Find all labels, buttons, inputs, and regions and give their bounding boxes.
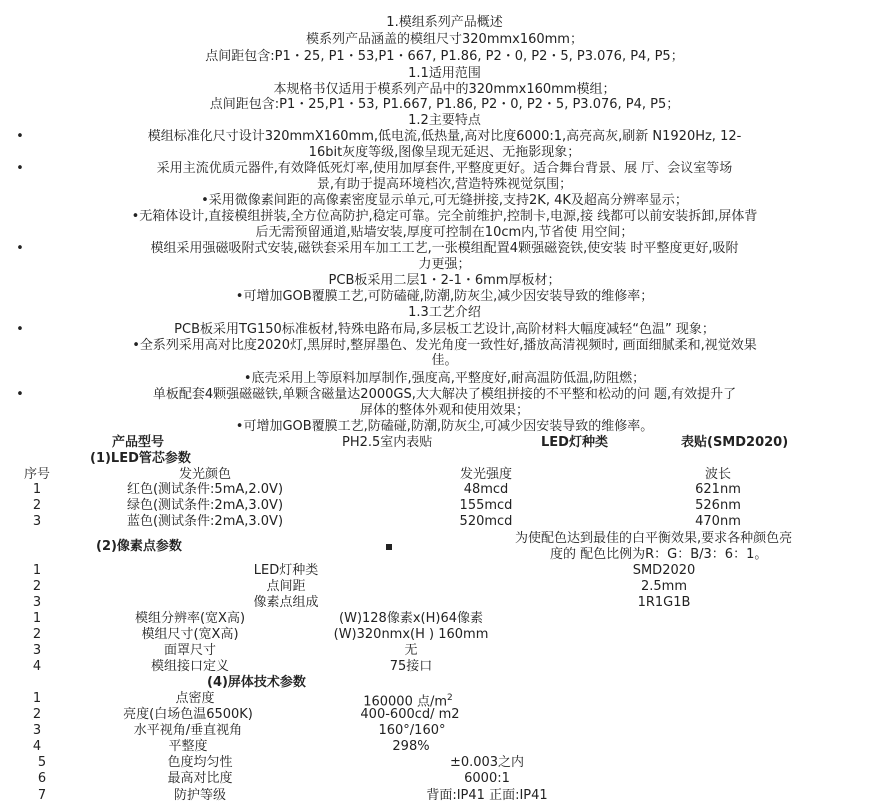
process-line: 单板配套4颗强磁磁铁,单颗含磁量达2000GS,大大解决了模组拼接的不平整和松动的问 题,有效提升了 xyxy=(152,387,737,402)
table-cell: 1R1G1B xyxy=(637,595,691,610)
led-type-value: 表贴(SMD2020) xyxy=(681,435,789,450)
table-cell: 3 xyxy=(32,643,42,658)
table-cell: (W)128像素x(H)64像素 xyxy=(339,611,483,626)
process-heading: 1.3工艺介绍 xyxy=(408,305,481,320)
table-cell: 无 xyxy=(404,643,418,658)
table-cell: LED灯种类 xyxy=(253,563,319,578)
table-cell: 520mcd xyxy=(459,514,513,529)
table-cell: 点密度 xyxy=(175,691,215,706)
scope-heading: 1.1适用范围 xyxy=(408,66,481,81)
table-cell: 红色(测试条件:5mA,2.0V) xyxy=(126,482,284,497)
table-cell: ±0.003之内 xyxy=(449,755,525,770)
process-line: •全系列采用高对比度2020灯,黑屏时,整屏墨色、发光角度一致性好,播放高清视频时, 画面细腻柔和,视觉效果 xyxy=(132,338,757,353)
feature-line: PCB板采用二层1・2-1・6mm厚板材； xyxy=(328,273,561,288)
table-cell: 防护等级 xyxy=(173,788,227,803)
table-cell: 470nm xyxy=(695,514,741,529)
feature-line: 采用主流优质元器件,有效降低死灯率,使用加厚套件,平整度更好。适合舞台背景、展 厅、会议室等场 xyxy=(156,161,733,176)
table-cell: 3 xyxy=(32,723,42,738)
table-cell: 621nm xyxy=(695,482,741,497)
table-cell: 2 xyxy=(32,579,42,594)
model-value: PH2.5室内表贴 xyxy=(342,435,433,450)
col-header: 序号 xyxy=(23,467,51,482)
table-cell: 6 xyxy=(37,771,47,786)
table-cell: 526nm xyxy=(695,498,741,513)
pixel-section-title: (2)像素点参数 xyxy=(96,539,182,554)
bullet: • xyxy=(16,129,24,144)
process-line: •可增加GOB覆膜工艺,防磕碰,防潮,防灰尘,可减少因安装导致的维修率。 xyxy=(235,419,654,434)
table-cell: 298% xyxy=(392,739,430,754)
table-cell: 4 xyxy=(32,739,42,754)
table-cell: 3 xyxy=(32,595,42,610)
table-cell: 1 xyxy=(32,691,42,706)
scope-text: 本规格书仅适用于模系列产品中的320mmx160mm模组； xyxy=(273,82,616,97)
table-cell: 7 xyxy=(37,788,47,803)
feature-line: 力更强； xyxy=(418,257,471,272)
col-header: 波长 xyxy=(704,467,732,482)
table-cell: 像素点组成 xyxy=(253,595,319,610)
table-cell: 2.5mm xyxy=(640,579,688,594)
feature-line: 模组标准化尺寸设计320mmX160mm,低电流,低热量,高对比度6000:1,高亮高灰,刷新 N1920Hz, 12- xyxy=(147,129,742,144)
table-cell: 2 xyxy=(32,707,42,722)
table-cell: 2 xyxy=(32,627,42,642)
table-cell: SMD2020 xyxy=(632,563,696,578)
features-heading: 1.2主要特点 xyxy=(408,113,481,128)
process-line: •底壳采用上等原料加厚制作,强度高,平整度好,耐高温防低温,防阻燃； xyxy=(243,371,646,386)
feature-line: •无箱体设计,直接模组拼装,全方位高防护,稳定可靠。完全前维护,控制卡,电源,接 线都可以前安装拆卸,屏体背 xyxy=(131,209,758,224)
table-cell: 背面:IP41 正面:IP41 xyxy=(426,788,548,803)
led-section-title: (1)LED管芯参数 xyxy=(90,451,191,466)
feature-line: 后无需预留通道,贴墙安装,厚度可控制在10cm内,节省使 用空间； xyxy=(255,225,634,240)
feature-line: •可增加GOB覆膜工艺,可防磕碰,防潮,防灰尘,减少因安装导致的维修率； xyxy=(235,289,654,304)
pitch-text: 点间距包含:P1・25, P1・53,P1・667, P1.86, P2・0, P2・5, P3.076, P4, P5； xyxy=(205,49,684,64)
table-cell: 6000:1 xyxy=(464,771,510,786)
section-heading: 1.模组系列产品概述 xyxy=(386,15,503,30)
feature-line: 16bit灰度等级,图像呈现无延迟、无拖影现象； xyxy=(308,145,581,160)
process-line: 佳。 xyxy=(431,353,458,368)
table-cell: 5 xyxy=(37,755,47,770)
table-cell: 色度均匀性 xyxy=(167,755,233,770)
table-cell: 1 xyxy=(32,611,42,626)
table-cell: 75接口 xyxy=(389,659,433,674)
table-cell: 155mcd xyxy=(459,498,513,513)
screen-section-title: (4)屏体技术参数 xyxy=(207,675,306,690)
table-cell: 160°/160° xyxy=(378,723,446,738)
square-bullet-icon xyxy=(386,544,392,550)
model-label: 产品型号 xyxy=(112,435,165,450)
table-cell: 模组接口定义 xyxy=(150,659,230,674)
col-header: 发光强度 xyxy=(459,467,513,482)
table-cell: 绿色(测试条件:2mA,3.0V) xyxy=(126,498,284,513)
feature-line: 模组采用强磁吸附式安装,磁铁套采用车加工工艺,一张模组配置4颗强磁瓷铁,使安装 时平整度更好,吸附 xyxy=(150,241,739,256)
table-cell: 3 xyxy=(32,514,42,529)
table-cell: 48mcd xyxy=(463,482,509,497)
scope-pitch-text: 点间距包含:P1・25,P1・53, P1.667, P1.86, P2・0, P2・5, P3.076, P4, P5； xyxy=(209,97,680,112)
table-cell: 水平视角/垂直视角 xyxy=(133,723,243,738)
superscript: 2 xyxy=(447,693,453,703)
col-header: 发光颜色 xyxy=(178,467,232,482)
feature-line: 景,有助于提高环境档次,营造特殊视觉氛围； xyxy=(316,177,573,192)
process-line: PCB板采用TG150标准板材,特殊电路布局,多层板工艺设计,高阶材料大幅度减轻“色温” 现象； xyxy=(174,322,715,337)
sizes-text: 模系列产品涵盖的模组尺寸320mmx160mm； xyxy=(306,32,583,47)
table-cell: 面罩尺寸 xyxy=(163,643,217,658)
density-value: 160000 点/m xyxy=(363,694,448,710)
table-cell: 亮度(白场色温6500K) xyxy=(123,707,253,722)
table-cell: 4 xyxy=(32,659,42,674)
feature-line: •采用微像素间距的高像素密度显示单元,可无缝拼接,支持2K, 4K及超高分辨率显示； xyxy=(201,193,688,208)
table-cell: 1 xyxy=(32,563,42,578)
bullet: • xyxy=(16,322,24,337)
table-cell: 模组尺寸(宽X高) xyxy=(141,627,239,642)
white-balance-note: 为使配色达到最佳的白平衡效果,要求各种颜色亮 xyxy=(515,531,793,546)
table-cell: 2 xyxy=(32,498,42,513)
led-type-label: LED灯种类 xyxy=(541,435,608,450)
process-line: 屏体的整体外观和使用效果； xyxy=(359,403,529,418)
table-cell: 蓝色(测试条件:2mA,3.0V) xyxy=(126,514,284,529)
table-cell: 点间距 xyxy=(266,579,306,594)
table-cell: 400-600cd/ m2 xyxy=(360,707,460,722)
table-cell: 模组分辨率(宽X高) xyxy=(134,611,246,626)
bullet: • xyxy=(16,161,24,176)
white-balance-note: 度的 配色比例为R：G：B/3：6：1。 xyxy=(550,547,768,562)
bullet: • xyxy=(16,387,24,402)
table-cell: 平整度 xyxy=(168,739,208,754)
table-cell: 1 xyxy=(32,482,42,497)
table-cell: (W)320nmx(H ) 160mm xyxy=(333,627,489,642)
table-cell: 最高对比度 xyxy=(167,771,233,786)
bullet: • xyxy=(16,241,24,256)
